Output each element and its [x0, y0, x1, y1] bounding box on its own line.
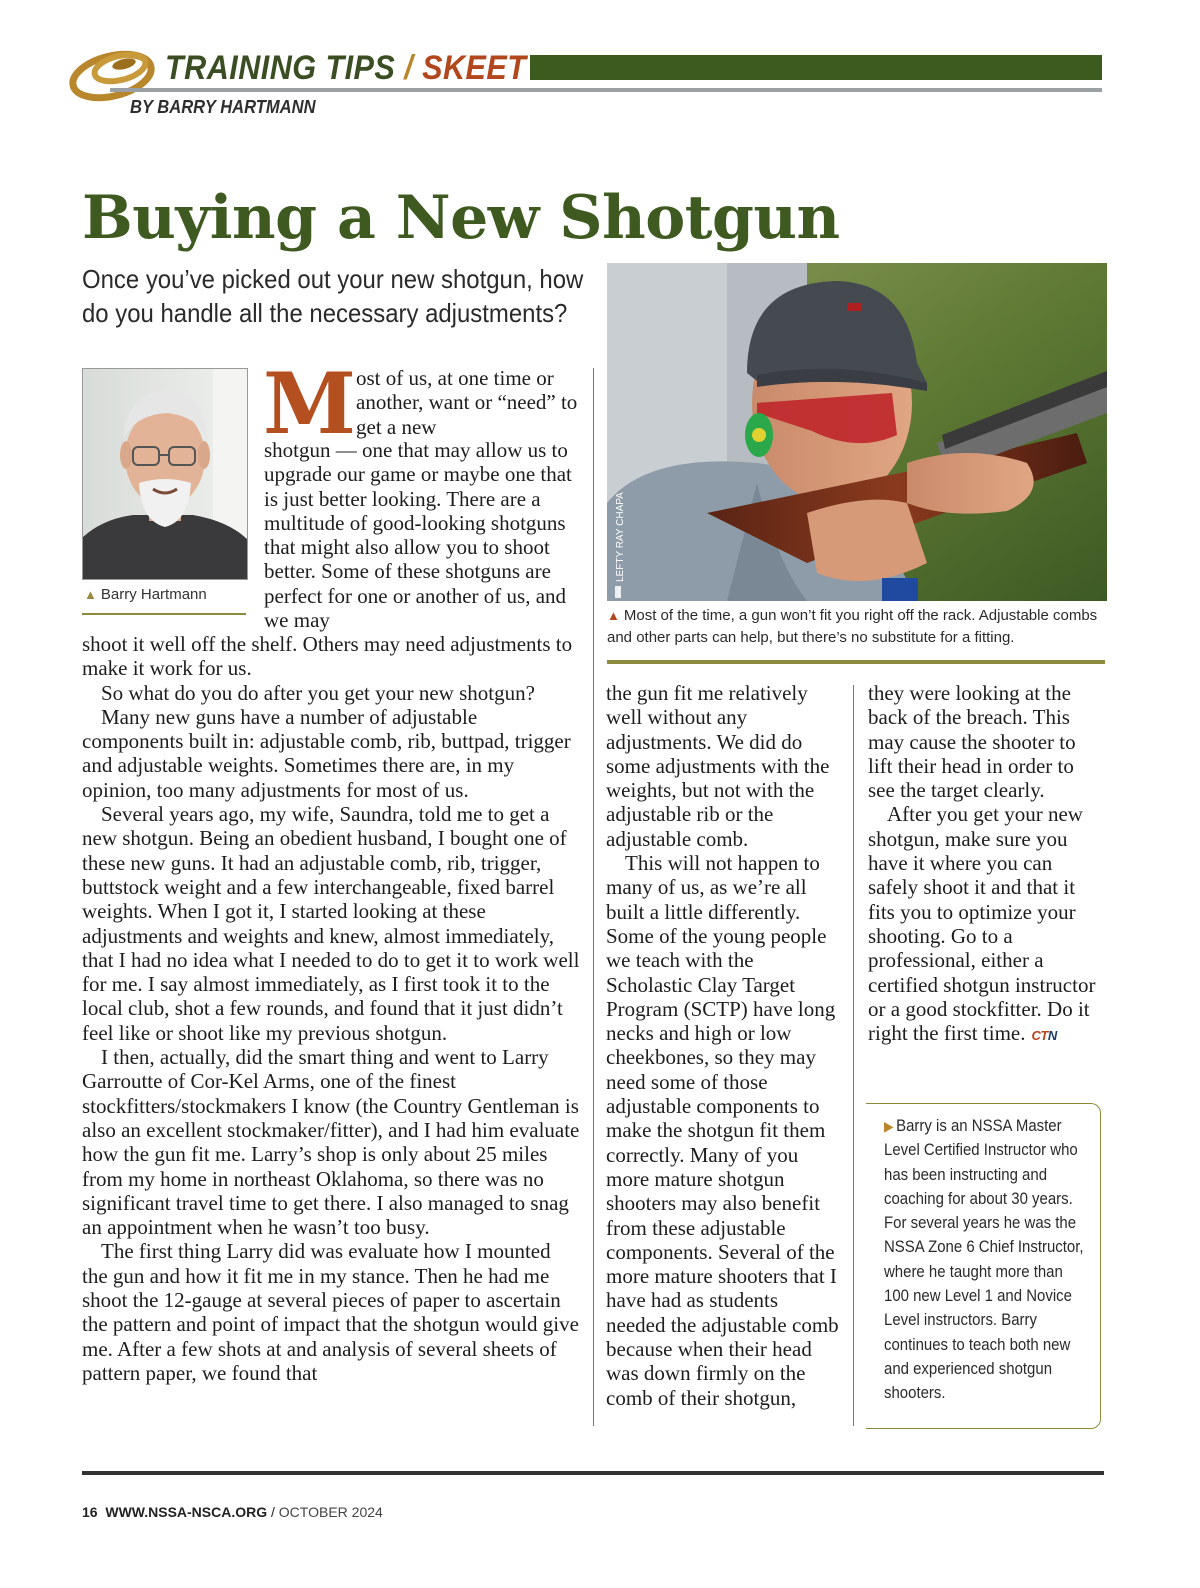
paragraph: the gun fit me relatively well without any adjustments. We did do some adjustments with the weights, but not with the adjustable rib or the adjustable comb.	[606, 681, 830, 851]
closing-paragraph-text: After you get your new shotgun, make sure you have it where you can safely shoot it and that it fits you to optimize your shooting. Go to a professional, either a certified shotgun instructor or a good stockfitter. Do it right the first time.	[868, 802, 1096, 1046]
photo-caption-text: Most of the time, a gun won’t fit you right off the rack. Adjustable combs and other parts can help, but there’s no substitute for a fitting.	[607, 607, 1098, 646]
column-divider	[593, 368, 594, 1426]
photo-caption-rule	[607, 660, 1105, 664]
opening-lines: ost of us, at one time or another, want or “need” to get a new	[356, 366, 578, 439]
column-2-text	[606, 681, 842, 1410]
paragraph: they were looking at the back of the breach. This may cause the shooter to lift their head in order to see the target clearly.	[868, 681, 1076, 803]
portrait-caption-rule	[82, 613, 246, 615]
paragraph: The first thing Larry did was evaluate how I mounted the gun and how it fit me in my stance. Then he had me shoot the 12-gauge at several pieces of paper to ascertain the pattern and point of impact that the shotgun would give me. After a few shots at and analysis of several sheets of pattern paper, we found that	[82, 1239, 579, 1385]
footer-rule	[82, 1471, 1104, 1475]
photo-credit-text: LEFTY RAY CHAPA	[615, 492, 626, 582]
deck: Once you’ve picked out your new shotgun, how do you handle all the necessary adjustments?	[82, 264, 584, 328]
section-primary: TRAINING TIPS	[165, 49, 396, 87]
headline: Buying a New Shotgun	[82, 183, 840, 253]
column-divider	[853, 685, 854, 1426]
issue-date: OCTOBER 2024	[278, 1504, 383, 1520]
footer-separator: /	[267, 1504, 279, 1520]
section-secondary: SKEET	[422, 49, 527, 87]
portrait-caption-text: Barry Hartmann	[100, 586, 207, 603]
paragraph: shoot it well off the shelf. Others may need adjustments to make it work for us.	[82, 632, 573, 681]
column-1-text	[82, 632, 580, 1385]
header-rule	[110, 88, 1102, 92]
shooter-photo-image	[607, 263, 1107, 601]
section-label	[165, 48, 526, 88]
photo-caption	[607, 605, 1107, 649]
paragraph: Many new guns have a number of adjustable components built in: adjustable comb, rib, buttpad, trigger and adjustable weights. Sometimes there are, in my opinion, too many adjustments for most of us.	[82, 704, 571, 802]
portrait-caption	[84, 586, 207, 603]
drop-cap: M	[263, 354, 356, 453]
paragraph: This will not happen to many of us, as we’re all built a little differently. Some of the young people we teach with the Scholastic Clay Target Program (SCTP) have long necks and high or low cheekbones, so they may need some of those adjustable components to make the shotgun fit them correctly. Many of you more mature shotgun shooters may also benefit from these adjustable components. Several of the more mature shooters that I have had as students needed the adjustable comb because when their head was down firmly on the comb of their shotgun,	[606, 851, 839, 1410]
header-bar	[530, 55, 1102, 80]
paragraph: So what do you do after you get your new shotgun?	[101, 680, 535, 705]
author-bio-text: Barry is an NSSA Master Level Certified Instructor who has been instructing and coaching for about 30 years. For several years he was the NSSA Zone 6 Chief Instructor, where he taught more than 100 new Level 1 and Novice Level instructors. Barry continues to teach both new and experienced shotgun shooters.	[884, 1116, 1084, 1403]
shooter-photo	[607, 263, 1107, 601]
author-portrait	[82, 368, 248, 580]
end-mark-c: CT	[1031, 1028, 1048, 1044]
section-separator: /	[395, 49, 423, 87]
page-footer	[82, 1504, 383, 1520]
paragraph: Several years ago, my wife, Saundra, told me to get a new shotgun. Being an obedient husband, I bought one of these new guns. It had an adjustable comb, rib, trigger, buttstock weight and a few interchangeable, fixed barrel weights. When I got it, I started looking at these adjustments and weights and knew, almost immediately, that I had no idea what I needed to do to get it to work well for me. I say almost immediately, as I first took it to the local club, shot a few rounds, and found that it just didn’t feel like or shoot like my previous shotgun.	[82, 802, 580, 1045]
triangle-marker-icon: ▲	[84, 587, 97, 602]
paragraph	[868, 802, 1104, 1048]
paragraph: I then, actually, did the smart thing and went to Larry Garroutte of Cor-Kel Arms, one of the finest stockfitters/stockmakers I know (the Country Gentleman is also an excellent stockmaker/fitter), and I had him evaluate how the gun fit me. Larry’s shop is only about 25 miles from my home in northeast Oklahoma, so there was no significant travel time to get there. I also managed to snag an appointment when he wasn’t too busy.	[82, 1045, 580, 1240]
page-number: 16	[82, 1504, 98, 1520]
end-mark	[1031, 1028, 1056, 1043]
website-link: WWW.NSSA-NSCA.ORG	[105, 1504, 268, 1520]
column-3-text	[868, 681, 1104, 1048]
photo-credit	[611, 490, 629, 600]
opening-narrow-text: shotgun — one that may allow us to upgrade our game or maybe one that is just better looking. There are a multitude of good-looking shotguns that might also allow you to shoot better. Some of these shotguns are perfect for one or another of us, and we may	[264, 438, 572, 633]
author-bio	[884, 1114, 1092, 1406]
byline: BY BARRY HARTMANN	[130, 97, 316, 117]
clay-target-logo-icon	[68, 38, 158, 104]
triangle-marker-icon: ▲	[607, 608, 620, 623]
triangle-pointer-icon: ▶	[884, 1118, 894, 1134]
author-portrait-image	[83, 369, 247, 579]
end-mark-n: N	[1047, 1028, 1057, 1044]
